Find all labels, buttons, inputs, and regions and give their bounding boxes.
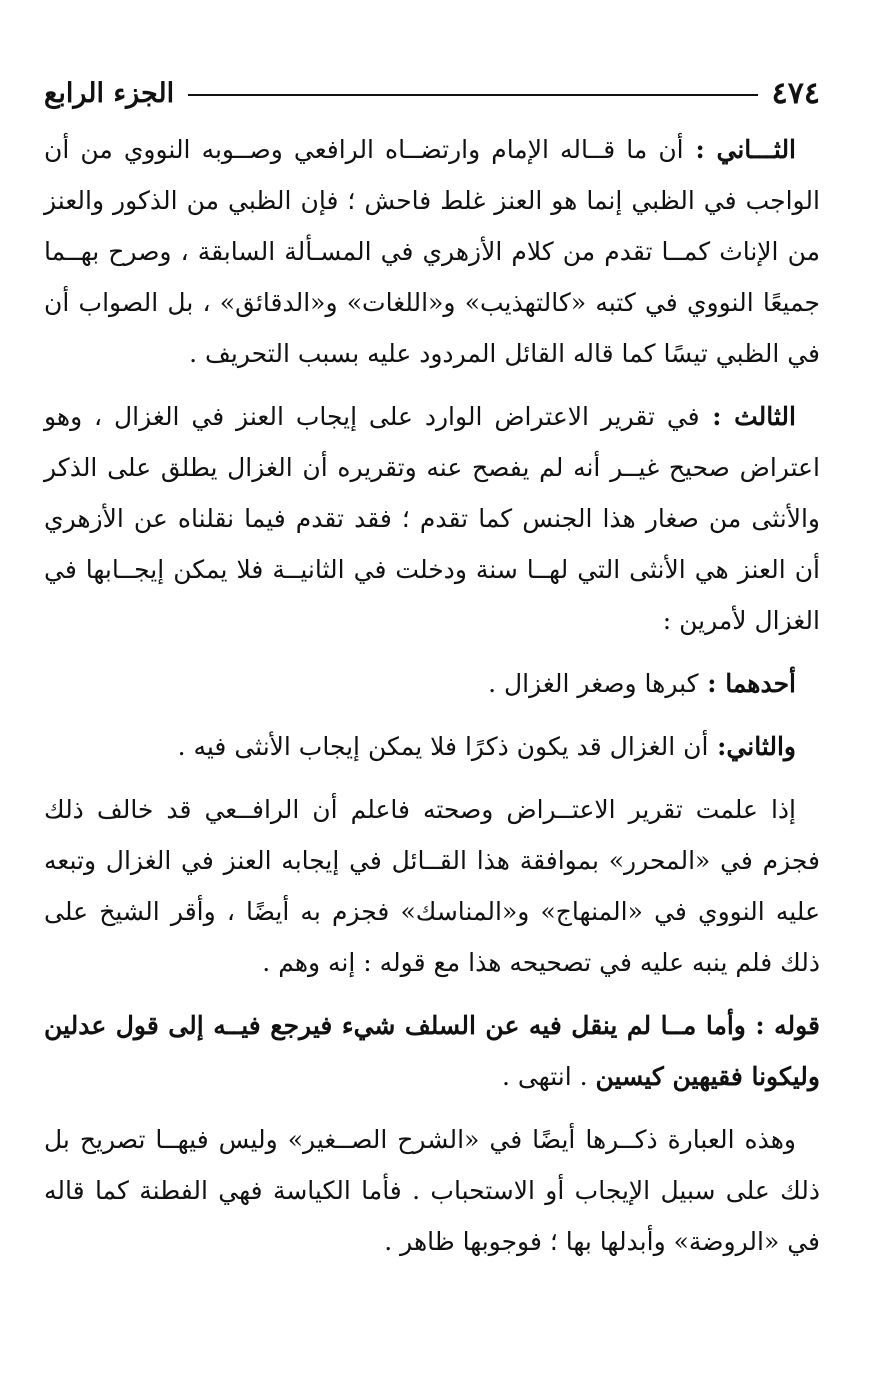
paragraph-text: إذا علمت تقرير الاعتــراض وصحته فاعلم أن الرافــعي قد خالف ذلك فجزم في «المحرر» بموافقة هذا القــائل في إيجابه العنز في الغزال وتبعه عليه النووي في «المنهاج» و«المناسك» فجزم به أيضًا ، وأقر الشيخ على ذلك فلم ينبه عليه في تصحيحه هذا مع قوله : إنه وهم . [44, 795, 820, 977]
paragraph-lead: الثالث [734, 402, 796, 431]
paragraph-text: انتهى . [501, 1062, 572, 1091]
paragraph-text: في تقرير الاعتراض الوارد على إيجاب العنز في الغزال ، وهو اعتراض صحيح غيــر أنه لم يفصح عنه وتقريره أن الغزال يطلق على الذكر والأنثى من صغار هذا الجنس كما تقدم ؛ فقد تقدم فيما نقلناه عن الأزهري أن العنز هي الأنثى التي لهــا سنة ودخلت في الثانيــة فلا يمكن إيجــابها في الغزال لأمرين : [44, 402, 820, 635]
paragraph-text: أن ما قــاله الإمام وارتضــاه الرافعي وصــوبه النووي من أن الواجب في الظبي إنما هو العنز غلط فاحش ؛ فإن الظبي من الذكور والعنز من الإناث كمــا تقدم من كلام الأزهري في المسـألة السابقة ، وصرح بهــما جميعًا النووي في كتبه «كالتهذيب» و«اللغات» و«الدقائق» ، بل الصواب أن في الظبي تيسًا كما قاله القائل المردود عليه بسبب التحريف . [44, 135, 820, 368]
paragraph-second-reason [44, 721, 820, 772]
paragraph-separator: . [571, 1062, 596, 1091]
paragraph-first-reason [44, 658, 820, 709]
paragraph-commentary [44, 1114, 820, 1267]
paragraph-second-point [44, 124, 820, 379]
paragraph-separator: : [699, 402, 735, 431]
paragraph-separator: : [683, 135, 717, 164]
header-rule [188, 94, 757, 96]
page-header [44, 70, 820, 116]
book-page [44, 70, 820, 1279]
paragraph-separator: : [698, 669, 726, 698]
paragraph-text: كبرها وصغر الغزال . [488, 669, 699, 698]
paragraph-quoted-statement [44, 1000, 820, 1102]
paragraph-third-point [44, 391, 820, 646]
quoted-statement: قوله : وأما مــا لم ينقل فيه عن السلف شيء فيرجع فيــه إلى قول عدلين وليكونا فقيهين كيسين [44, 1011, 820, 1091]
paragraph-conclusion [44, 784, 820, 988]
paragraph-text: أن الغزال قد يكون ذكرًا فلا يمكن إيجاب الأنثى فيه . [177, 732, 709, 761]
page-number: ٤٧٤ [771, 75, 820, 111]
paragraph-text: وهذه العبارة ذكــرها أيضًا في «الشرح الصــغير» وليس فيهــا تصريح بل ذلك على سبيل الإيجاب أو الاستحباب . فأما الكياسة فهي الفطنة كما قاله في «الروضة» وأبدلها بها ؛ فوجوبها ظاهر . [44, 1125, 820, 1256]
paragraph-lead: والثاني [726, 732, 796, 761]
paragraph-lead: أحدهما [725, 669, 796, 698]
paragraph-separator: : [708, 732, 727, 761]
paragraph-lead: الثـــاني [716, 135, 797, 164]
running-title: الجزء الرابع [44, 77, 175, 109]
